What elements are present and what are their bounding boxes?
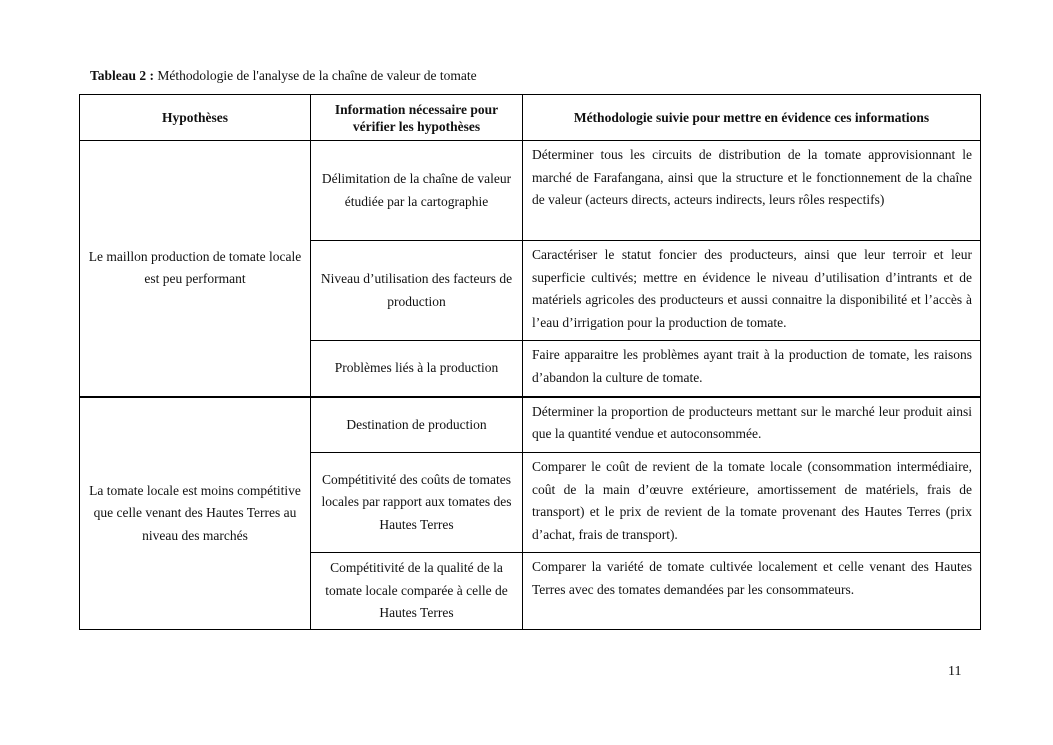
table-caption — [90, 68, 477, 84]
info-cell: Compétitivité des coûts de tomates locales par rapport aux tomates des Hautes Terres — [311, 453, 523, 553]
table-row — [80, 397, 981, 453]
method-cell: Déterminer tous les circuits de distribution de la tomate approvisionnant le marché de Farafangana, ainsi que la structure et le fonctionnement de la chaîne de valeur (acteurs directs, acteurs indirects, leurs rôles respectifs) — [523, 141, 981, 241]
info-cell: Compétitivité de la qualité de la tomate locale comparée à celle de Hautes Terres — [311, 553, 523, 630]
info-cell: Problèmes liés à la production — [311, 341, 523, 397]
method-cell: Faire apparaitre les problèmes ayant trait à la production de tomate, les raisons d’abandon la culture de tomate. — [523, 341, 981, 397]
header-hypotheses: Hypothèses — [80, 95, 311, 141]
caption-label: Tableau 2 : — [90, 68, 155, 83]
hypothesis-cell: La tomate locale est moins compétitive que celle venant des Hautes Terres au niveau des marchés — [80, 397, 311, 630]
page-number: 11 — [948, 664, 962, 679]
method-cell: Déterminer la proportion de producteurs mettant sur le marché leur produit ainsi que la quantité vendue et autoconsommée. — [523, 397, 981, 453]
info-cell: Niveau d’utilisation des facteurs de production — [311, 241, 523, 341]
method-cell: Comparer le coût de revient de la tomate locale (consommation intermédiaire, coût de la main d’œuvre extérieure, amortissement de matériels, frais de transport) et le prix de revient de la tomate provenant des Hautes Terres (prix d’achat, frais de transport). — [523, 453, 981, 553]
header-methodology: Méthodologie suivie pour mettre en évidence ces informations — [523, 95, 981, 141]
caption-text: Méthodologie de l'analyse de la chaîne de valeur de tomate — [154, 68, 477, 83]
method-cell: Caractériser le statut foncier des producteurs, ainsi que leur terroir et leur superficie cultivés; mettre en évidence le niveau d’utilisation d’intrants et de matériels agricoles des producteurs et aussi connaitre la disponibilité et l’accès à l’eau d’irrigation pour la production de tomate. — [523, 241, 981, 341]
header-information: Information nécessaire pour vérifier les hypothèses — [311, 95, 523, 141]
methodology-table — [79, 94, 980, 630]
info-cell: Destination de production — [311, 397, 523, 453]
hypothesis-cell: Le maillon production de tomate locale est peu performant — [80, 141, 311, 397]
table-header-row — [80, 95, 981, 141]
method-cell: Comparer la variété de tomate cultivée localement et celle venant des Hautes Terres avec des tomates demandées par les consommateurs. — [523, 553, 981, 630]
table-row — [80, 141, 981, 241]
info-cell: Délimitation de la chaîne de valeur étudiée par la cartographie — [311, 141, 523, 241]
